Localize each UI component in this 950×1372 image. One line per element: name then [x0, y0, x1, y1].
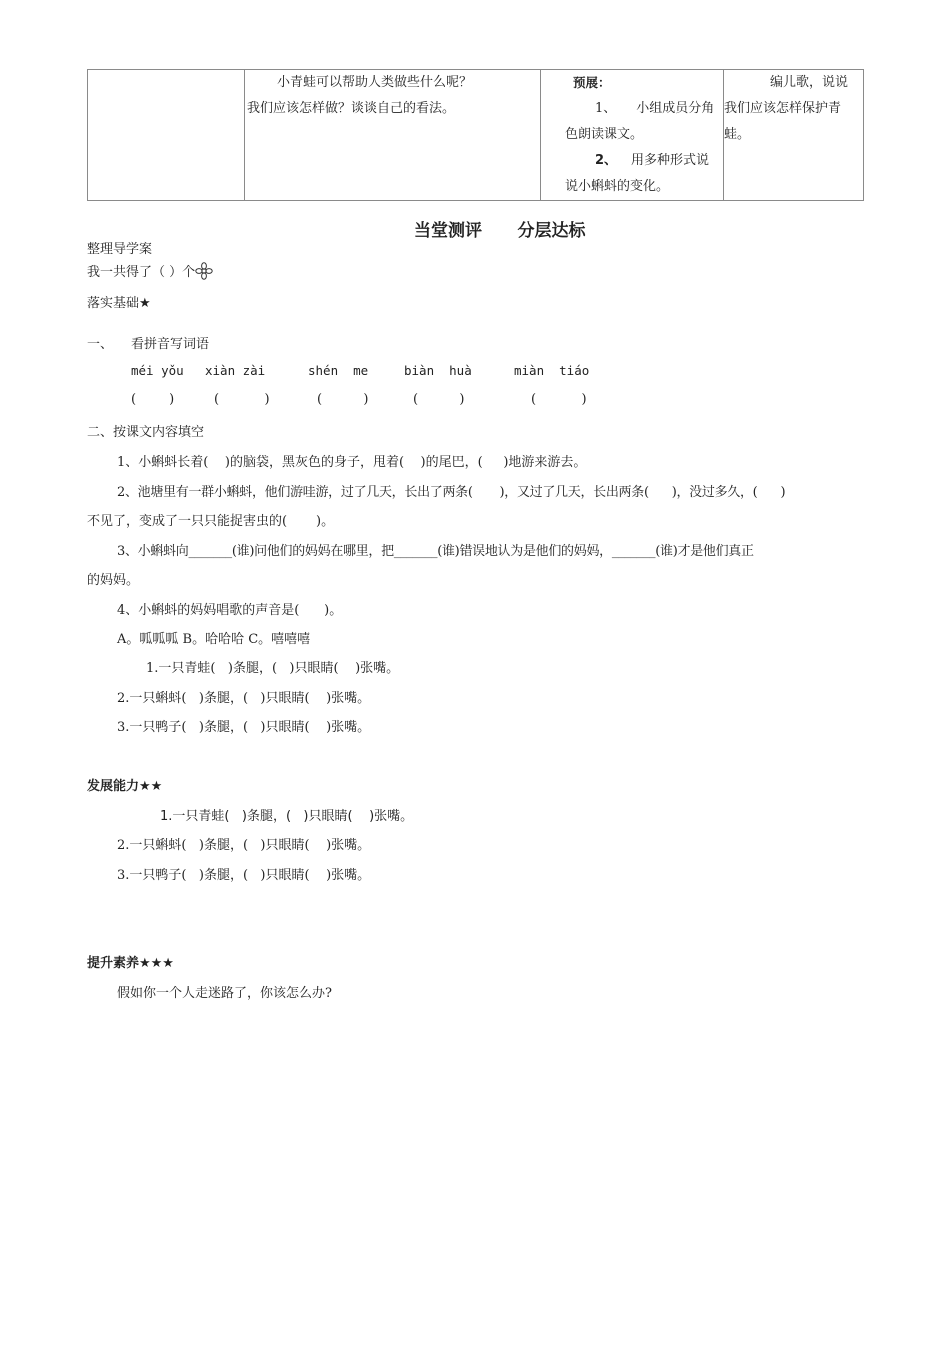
arrange-label: 整理导学案 [87, 242, 153, 257]
table-cell-preview [541, 70, 724, 201]
pinyin-2: xiàn zài [205, 363, 266, 378]
q2-options: A。呱呱呱 B。哈哈哈 C。嘻嘻嘻 [117, 632, 311, 647]
lesson-table [87, 69, 864, 201]
improve-heading: 提升素养★★★ [87, 956, 174, 971]
blank-4: ( ) [413, 392, 465, 407]
blank-1: ( ) [131, 392, 175, 407]
table-cell-song [724, 70, 864, 201]
improve-question: 假如你一个人走迷路了，你该怎么办? [117, 986, 332, 1001]
develop-line-2: 2.一只蝌蚪( )条腿，( )只眼睛( )张嘴。 [117, 838, 371, 853]
score-line [87, 261, 213, 280]
table-cell-discussion [245, 70, 541, 201]
develop-heading: 发展能力★★ [87, 779, 163, 794]
song-line-1: 编儿歌，说说 [770, 75, 849, 90]
q2-line-2: 2、池塘里有一群小蝌蚪，他们游哇游，过了几天，长出了两条( )，又过了几天，长出两条( )，没过多久，( ) [117, 485, 786, 500]
basic-heading: 落实基础★ [87, 296, 151, 311]
preview-item-2: 2、 用多种形式说 [595, 153, 710, 168]
blank-5: ( ) [531, 392, 587, 407]
q1-number: 一、 [87, 337, 114, 352]
develop-line-1: 1.一只青蛙( )条腿，( )只眼睛( )张嘴。 [160, 809, 414, 824]
preview-heading: 预展： [573, 75, 611, 90]
pinyin-3: shén me [308, 363, 369, 378]
pinyin-4: biàn huà [404, 363, 472, 378]
preview-item-1: 1、 小组成员分角 [595, 101, 715, 116]
q2-line-3-cont: 的妈妈。 [87, 573, 140, 588]
score-line-text: 我一共得了（ ）个 [87, 265, 196, 280]
discussion-line-1: 小青蛙可以帮助人类做些什么呢？ [277, 75, 473, 90]
song-line-3: 蛙。 [724, 127, 751, 142]
preview-item-1-cont: 色朗读课文。 [565, 127, 644, 142]
table-cell-empty [88, 70, 245, 201]
q2-label: 二、按课文内容填空 [87, 425, 205, 440]
q2-line-1: 1、小蝌蚪长着( )的脑袋，黑灰色的身子，甩着( )的尾巴，( )地游来游去。 [117, 455, 587, 470]
discussion-line-2: 我们应该怎样做？谈谈自己的看法。 [247, 101, 456, 116]
q2-line-4: 4、小蝌蚪的妈妈唱歌的声音是( )。 [117, 603, 343, 618]
pinyin-1: méi yǒu [131, 363, 184, 378]
song-line-2: 我们应该怎样保护青 [724, 101, 842, 116]
count-line-3: 3.一只鸭子( )条腿，( )只眼睛( )张嘴。 [117, 720, 371, 735]
count-line-1: 1.一只青蛙( )条腿，( )只眼睛( )张嘴。 [146, 661, 400, 676]
q2-line-3: 3、小蝌蚪向_______(谁)问他们的妈妈在哪里，把_______(谁)错误地认为是他们的妈妈，_______(谁)才是他们真正 [117, 544, 754, 559]
develop-line-3: 3.一只鸭子( )条腿，( )只眼睛( )张嘴。 [117, 868, 371, 883]
blank-3: ( ) [317, 392, 369, 407]
section-title: 当堂测评 分层达标 [414, 221, 586, 241]
preview-item-2-cont: 说小蝌蚪的变化。 [565, 179, 670, 194]
blank-2: ( ) [214, 392, 270, 407]
pinyin-5: miàn tiáo [514, 363, 590, 378]
q2-line-2-cont: 不见了，变成了一只只能捉害虫的( )。 [87, 514, 335, 529]
q1-label: 看拼音写词语 [131, 337, 210, 352]
flower-icon [195, 262, 213, 280]
count-line-2: 2.一只蝌蚪( )条腿，( )只眼睛( )张嘴。 [117, 691, 371, 706]
